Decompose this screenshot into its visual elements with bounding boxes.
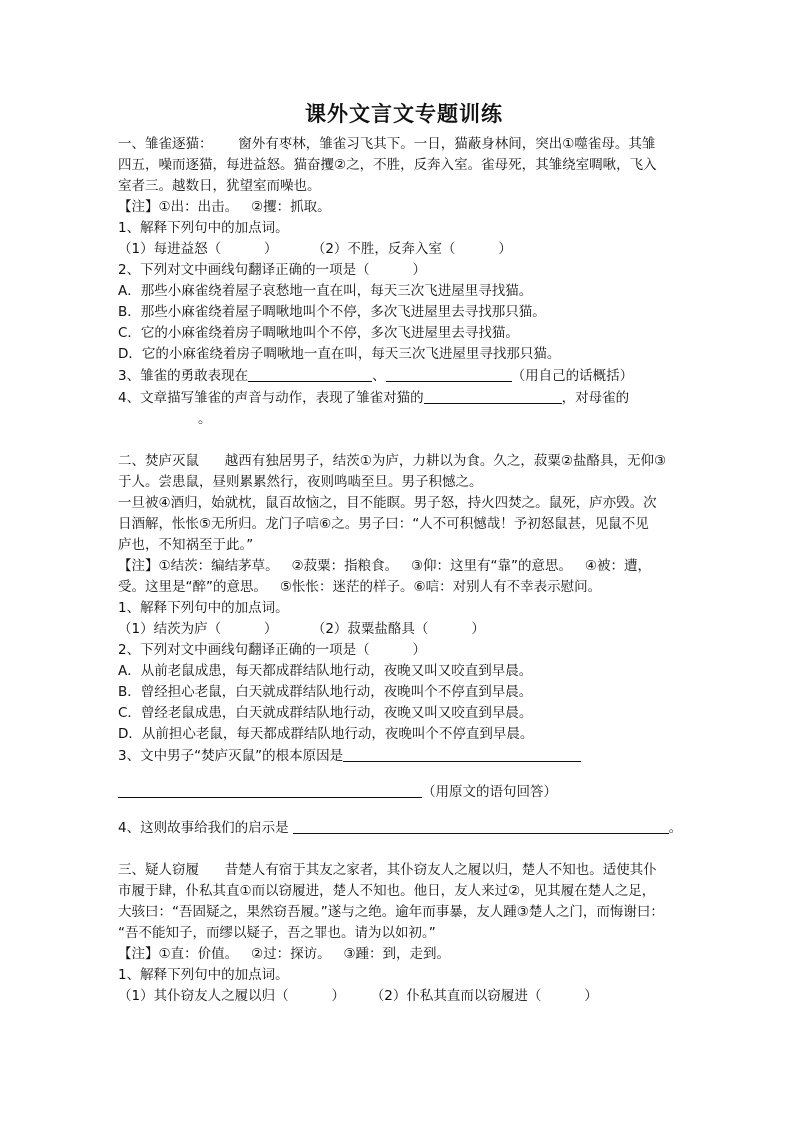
question-1-items: （1）其仆窃友人之履以归（ ） （2）仆私其直而以窃履进（ ） xyxy=(118,988,598,1004)
section-1 xyxy=(118,134,690,430)
option-c: C．曾经老鼠成患，白天就成群结队地行动，夜晚又叫又咬直到早晨。 xyxy=(118,705,533,721)
question-1-items: （1）每进益怒（ ） （2）不胜，反奔入室（ ） xyxy=(118,241,512,257)
spacer xyxy=(118,839,690,860)
passage-line: 室者三。越数日，犹望室而噪也。 xyxy=(118,178,321,194)
passage-line: 一旦被④酒归，始就枕，鼠百故恼之，目不能瞑。男子怒，持火四焚之。鼠死，庐亦毁。次 xyxy=(118,495,657,511)
question-3-text: 3、文中男子“焚庐灭鼠”的根本原因是 xyxy=(118,748,344,764)
option-b: B．那些小麻雀绕着屋子啁啾地叫个不停，多次飞进屋里去寻找那只猫。 xyxy=(118,304,546,320)
question-3-hint: （用自己的话概括） xyxy=(511,368,634,384)
passage-line: 大骇曰：“吾固疑之，果然窃吾履。”遂与之绝。逾年而事暴，友人踵③楚人之门，而悔谢曰： xyxy=(118,904,664,920)
section-2 xyxy=(118,451,690,839)
option-a: A．那些小麻雀绕着屋子哀愁地一直在叫，每天三次飞进屋里寻找猫。 xyxy=(118,283,533,299)
passage-line: 一、雏雀逐猫： 窗外有枣林，雏雀习飞其下。一日，猫蔽身林间，突出①噬雀母。其雏 xyxy=(118,136,656,152)
answer-blank[interactable] xyxy=(424,387,562,404)
passage-line: 日酒解，怅怅⑤无所归。龙门子唁⑥之。男子曰：“人不可积憾哉！予初怒鼠甚，见鼠不见 xyxy=(118,516,649,532)
option-d: D．从前担心老鼠，每天都成群结队地行动，夜晚叫个不停直到早晨。 xyxy=(118,726,534,742)
question-3 xyxy=(118,365,690,387)
question-1: 1、解释下列句中的加点词。 xyxy=(118,220,289,236)
question-4-end: 。 xyxy=(198,411,212,427)
annotation-note: 【注】①结茨：编结茅草。 ②菽粟：指粮食。 ③仰：这里有“靠”的意思。 ④被：遭， xyxy=(118,558,652,574)
passage-line: 庐也，不知祸至于此。” xyxy=(118,537,254,553)
answer-blank[interactable] xyxy=(248,365,372,382)
passage-line: 市履于肆，仆私其直①而以窃履进，楚人不知也。他日，友人来过②，见其履在楚人之足， xyxy=(118,883,656,899)
spacer xyxy=(118,430,690,451)
page-title: 课外文言文专题训练 xyxy=(305,101,503,126)
answer-blank[interactable] xyxy=(293,817,669,834)
option-d: D．它的小麻雀绕着房子啁啾地一直在叫，每天三次飞进屋里寻找那只猫。 xyxy=(118,346,561,362)
passage-line: “吾不能知子，而缪以疑子，吾之罪也。请为以如初。” xyxy=(118,925,436,941)
question-3 xyxy=(118,745,690,767)
spacer xyxy=(118,803,690,817)
question-1: 1、解释下列句中的加点词。 xyxy=(118,600,289,616)
passage-line: 于人。尝患鼠，昼则累累然行，夜则鸣啮至旦。男子积憾之。 xyxy=(118,474,483,490)
passage-line: 四五，噪而逐猫，每进益怒。猫奋攫②之，不胜，反奔入室。雀母死，其雏绕室啁啾，飞入 xyxy=(118,157,657,173)
answer-blank[interactable] xyxy=(118,781,422,798)
question-3-text: 3、雏雀的勇敢表现在 xyxy=(118,368,249,384)
spacer xyxy=(118,767,690,781)
question-4-text: 4、这则故事给我们的启示是 xyxy=(118,820,289,836)
question-3-line-2 xyxy=(118,781,690,803)
question-4 xyxy=(118,817,690,839)
annotation-note: 受。这里是“醉”的意思。 ⑤怅怅：迷茫的样子。⑥唁：对别人有不幸表示慰问。 xyxy=(118,579,602,595)
passage-line: 三、疑人窃履 昔楚人有宿于其友之家者，其仆窃友人之履以归，楚人不知也。适使其仆 xyxy=(118,862,657,878)
question-4-end: 。 xyxy=(668,820,683,836)
question-4-text-2: ，对母雀的 xyxy=(561,390,630,406)
option-c: C．它的小麻雀绕着房子啁啾地叫个不停，多次飞进屋里去寻找猫。 xyxy=(118,325,519,341)
question-4 xyxy=(118,387,690,409)
option-a: A．从前老鼠成患，每天都成群结队地行动，夜晚又叫又咬直到早晨。 xyxy=(118,663,533,679)
question-1: 1、解释下列句中的加点词。 xyxy=(118,967,289,983)
answer-blank[interactable] xyxy=(343,745,581,762)
question-2: 2、下列对文中画线句翻译正确的一项是（ ） xyxy=(118,642,427,658)
separator-text: 、 xyxy=(372,368,386,384)
question-1-items: （1）结茨为庐（ ） （2）菽粟盐酪具（ ） xyxy=(118,621,485,637)
passage-line: 二、焚庐灭鼠 越西有独居男子，结茨①为庐，力耕以为食。久之，菽粟②盐酪具，无仰③ xyxy=(118,453,667,469)
question-2: 2、下列对文中画线句翻译正确的一项是（ ） xyxy=(118,262,427,278)
question-4-text: 4、文章描写雏雀的声音与动作，表现了雏雀对猫的 xyxy=(118,390,424,406)
question-3-hint: （用原文的语句回答） xyxy=(422,784,557,800)
annotation-note: 【注】①出：出击。 ②攫：抓取。 xyxy=(118,199,331,215)
option-b: B．曾经担心老鼠，白天就成群结队地行动，夜晚叫个不停直到早晨。 xyxy=(118,684,533,700)
answer-blank[interactable] xyxy=(386,365,512,382)
annotation-note: 【注】①直：价值。 ②过：探访。 ③踵：到，走到。 xyxy=(118,946,451,962)
worksheet-page xyxy=(118,100,690,1007)
section-3 xyxy=(118,860,690,1007)
